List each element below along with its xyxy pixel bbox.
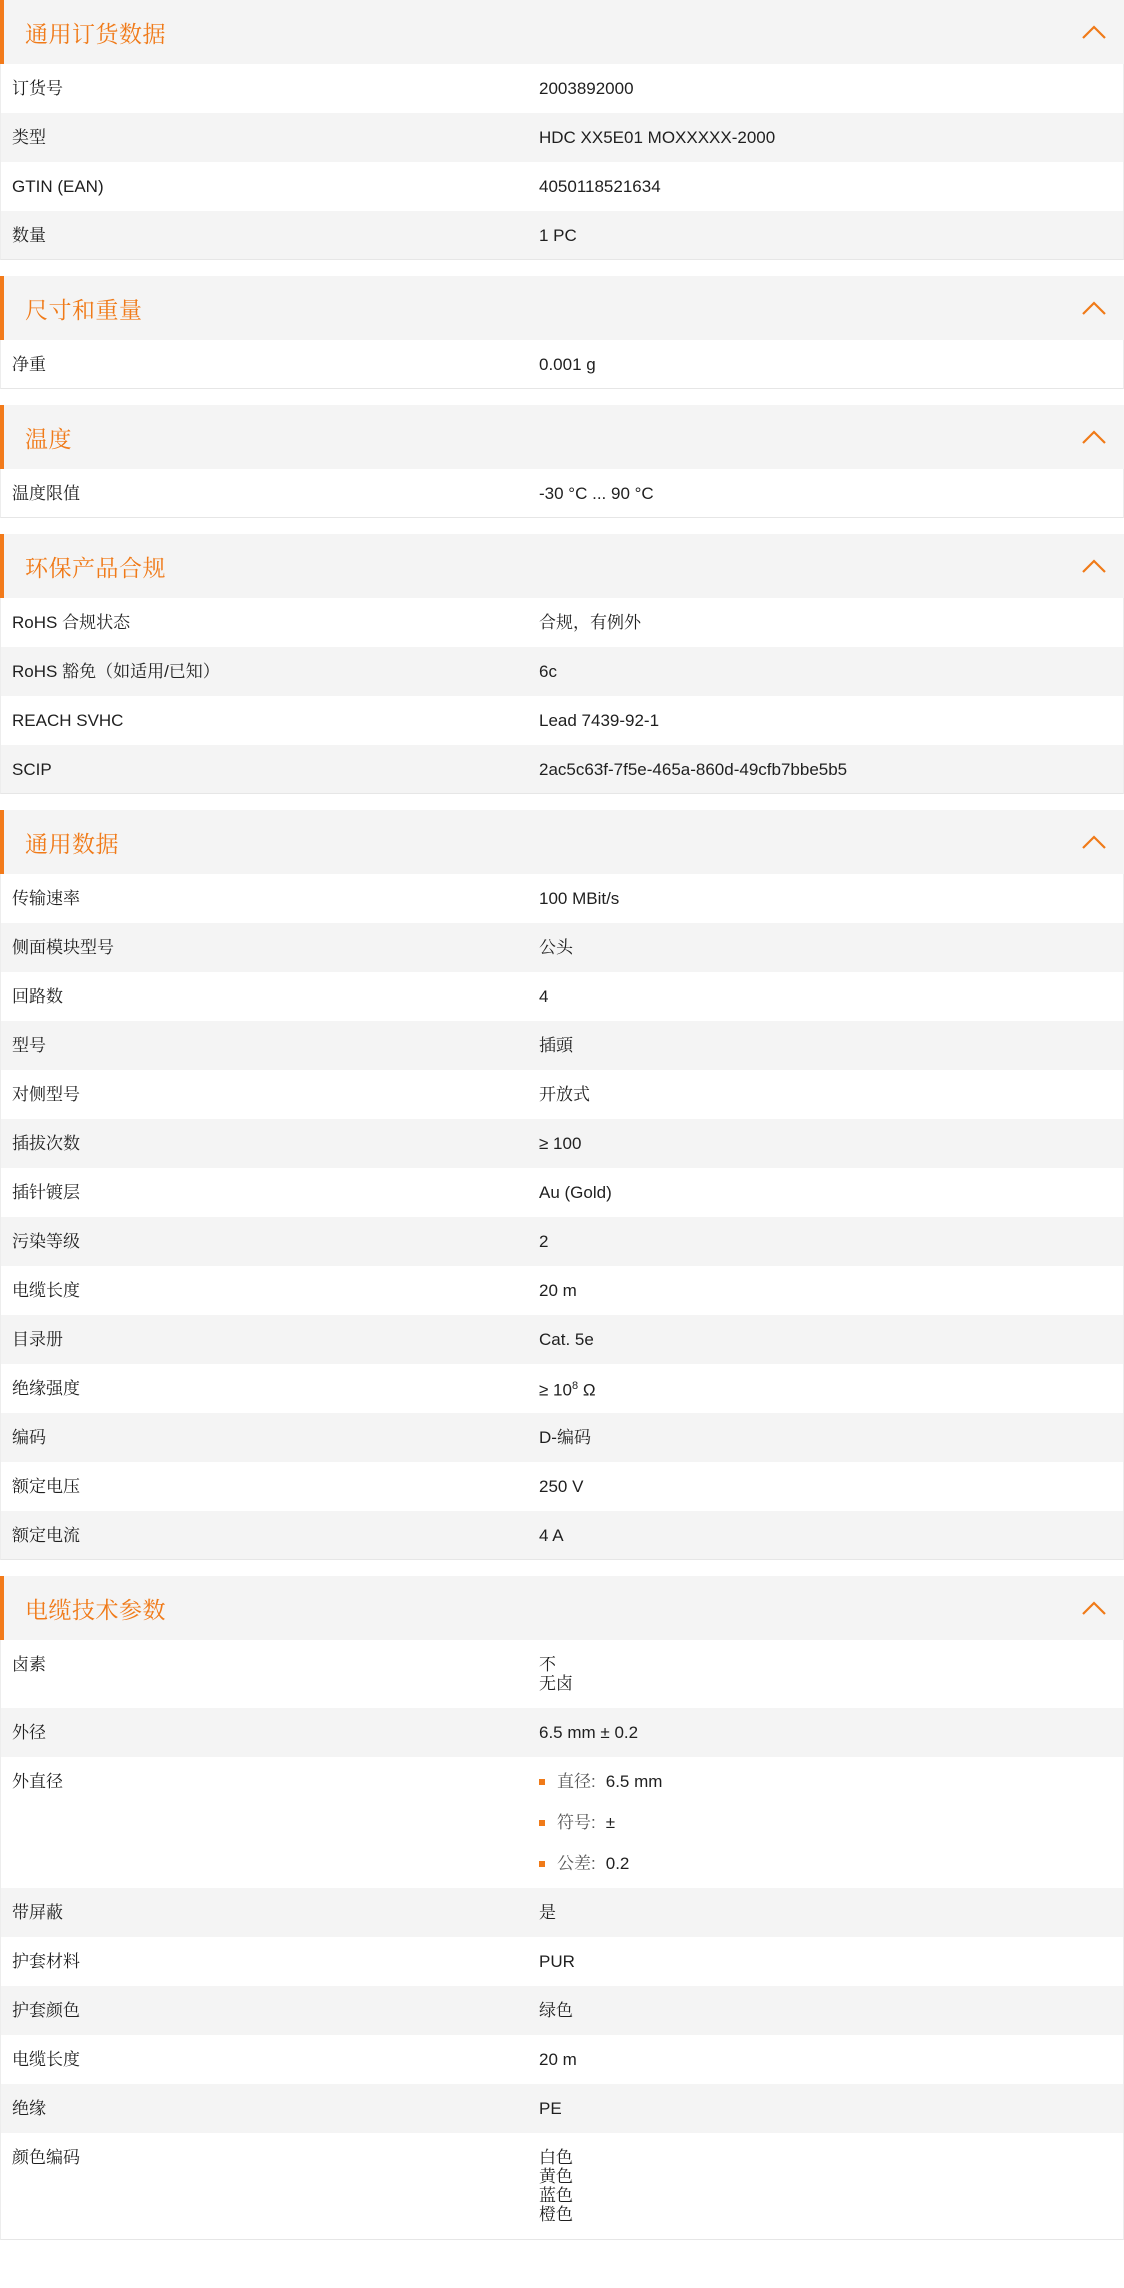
spec-label: 外直径 (12, 1772, 63, 1791)
spec-row (0, 64, 1124, 113)
value-line: 无卤 (539, 1674, 573, 1693)
spec-section (0, 810, 1124, 1560)
value-line: 橙色 (539, 2205, 573, 2224)
spec-label: 卤素 (12, 1655, 46, 1674)
spec-row (0, 2035, 1124, 2084)
spec-value: 公头 (539, 938, 573, 957)
bullet-value: ± (605, 1813, 616, 1832)
spec-row (0, 874, 1124, 923)
spec-value: PUR (539, 1952, 575, 1971)
spec-row (0, 1070, 1124, 1119)
bullet-icon (539, 1820, 545, 1826)
spec-row (0, 340, 1124, 389)
list-item (539, 1854, 1123, 1873)
value-line: 黄色 (539, 2167, 573, 2186)
spec-label: 传输速率 (12, 889, 80, 908)
spec-row (0, 1937, 1124, 1986)
spec-value: D-编码 (539, 1428, 591, 1447)
spec-value: 合规，有例外 (539, 613, 641, 632)
spec-row (0, 2133, 1124, 2240)
spec-row (0, 598, 1124, 647)
spec-label: 类型 (12, 128, 46, 147)
value-superscript: 8 (571, 1380, 579, 1393)
spec-section (0, 1576, 1124, 2240)
section-header[interactable] (0, 0, 1124, 64)
bullet-key: 直径: (557, 1772, 596, 1791)
spec-row (0, 1986, 1124, 2035)
spec-label: RoHS 豁免（如适用/已知） (12, 662, 220, 681)
section-header[interactable] (0, 276, 1124, 340)
spec-row (0, 1266, 1124, 1315)
bullet-value: 0.2 (605, 1854, 630, 1873)
spec-section (0, 534, 1124, 794)
spec-row (0, 1708, 1124, 1757)
spec-value (539, 1377, 1123, 1400)
spec-section (0, 276, 1124, 389)
section-header[interactable] (0, 810, 1124, 874)
spec-value: 6.5 mm ± 0.2 (539, 1723, 639, 1742)
section-header[interactable] (0, 405, 1124, 469)
spec-value: 20 m (539, 2050, 577, 2069)
spec-value: 开放式 (539, 1085, 590, 1104)
bullet-value: 6.5 mm (605, 1772, 663, 1791)
bullet-key: 符号: (557, 1813, 596, 1832)
spec-label: 编码 (12, 1428, 46, 1447)
spec-label: 额定电压 (12, 1477, 80, 1496)
spec-value: 100 MBit/s (539, 889, 620, 908)
section-header[interactable] (0, 534, 1124, 598)
spec-label: 回路数 (12, 987, 63, 1006)
spec-row (0, 1888, 1124, 1937)
section-title: 尺寸和重量 (25, 296, 143, 323)
spec-label: RoHS 合规状态 (12, 613, 131, 632)
value-line: 白色 (539, 2148, 573, 2167)
spec-row (0, 696, 1124, 745)
spec-row (0, 1119, 1124, 1168)
spec-value: PE (539, 2099, 562, 2118)
list-item (539, 1772, 1123, 1791)
spec-label: 电缆长度 (12, 1281, 80, 1300)
chevron-up-icon[interactable] (1078, 826, 1110, 858)
spec-label: 目录册 (12, 1330, 63, 1349)
spec-label: 电缆长度 (12, 2050, 80, 2069)
section-header[interactable] (0, 1576, 1124, 1640)
value-line: 不 (539, 1655, 556, 1674)
spec-label: 带屏蔽 (12, 1903, 63, 1922)
spec-label: 型号 (12, 1036, 46, 1055)
spec-value: 20 m (539, 1281, 577, 1300)
spec-row (0, 1640, 1124, 1708)
spec-row (0, 1462, 1124, 1511)
spec-value: 1 PC (539, 225, 577, 245)
spec-label: 数量 (12, 225, 46, 245)
spec-row (0, 745, 1124, 794)
spec-label: 侧面模块型号 (12, 938, 114, 957)
spec-label: 订货号 (12, 79, 63, 98)
spec-label: 插拔次数 (12, 1134, 80, 1153)
spec-label: 额定电流 (12, 1525, 80, 1545)
spec-label: 污染等级 (12, 1232, 80, 1251)
section-title: 温度 (25, 425, 72, 452)
spec-value: Lead 7439-92-1 (539, 711, 660, 730)
bullet-icon (539, 1861, 545, 1867)
bullet-icon (539, 1779, 545, 1785)
section-title: 环保产品合规 (25, 554, 166, 581)
spec-section (0, 405, 1124, 518)
spec-row (0, 469, 1124, 518)
value-list (539, 1772, 1123, 1873)
spec-value: 插頭 (539, 1036, 573, 1055)
spec-label: GTIN (EAN) (12, 177, 104, 196)
spec-row (0, 211, 1124, 260)
spec-label: 护套材料 (12, 1952, 80, 1971)
spec-value: 250 V (539, 1477, 584, 1496)
spec-row (0, 1364, 1124, 1413)
spec-value: ≥ 100 (539, 1134, 582, 1153)
spec-row (0, 923, 1124, 972)
spec-section (0, 0, 1124, 260)
value-suffix: Ω (578, 1380, 596, 1400)
bullet-key: 公差: (557, 1854, 596, 1873)
spec-value: Au (Gold) (539, 1183, 612, 1202)
spec-row (0, 1217, 1124, 1266)
spec-value: 4050118521634 (539, 177, 661, 196)
chevron-up-icon[interactable] (1078, 16, 1110, 48)
spec-label: 外径 (12, 1723, 46, 1742)
spec-value: HDC XX5E01 MOXXXXX-2000 (539, 128, 776, 147)
spec-label: 颜色编码 (12, 2148, 80, 2167)
value-prefix: ≥ 10 (539, 1380, 572, 1400)
list-item (539, 1813, 1123, 1832)
spec-value (539, 1655, 1123, 1693)
spec-label: 对侧型号 (12, 1085, 80, 1104)
spec-value: 2 (539, 1232, 549, 1251)
spec-value: Cat. 5e (539, 1330, 594, 1349)
spec-value: 6c (539, 662, 557, 681)
section-title: 通用数据 (25, 830, 119, 857)
spec-row (0, 1757, 1124, 1888)
spec-row (0, 972, 1124, 1021)
spec-value: 绿色 (539, 2001, 573, 2020)
spec-row (0, 1315, 1124, 1364)
spec-row (0, 2084, 1124, 2133)
spec-row (0, 1168, 1124, 1217)
spec-value: 2ac5c63f-7f5e-465a-860d-49cfb7bbe5b5 (539, 759, 848, 779)
spec-label: REACH SVHC (12, 711, 124, 730)
chevron-up-icon[interactable] (1078, 1592, 1110, 1624)
section-title: 电缆技术参数 (25, 1596, 166, 1623)
spec-value: -30 °C ... 90 °C (539, 483, 654, 503)
chevron-up-icon[interactable] (1078, 292, 1110, 324)
spec-value: 0.001 g (539, 354, 596, 374)
spec-label: 插针镀层 (12, 1183, 80, 1202)
spec-value (539, 1772, 1123, 1873)
spec-label: 护套颜色 (12, 2001, 80, 2020)
spec-value: 4 (539, 987, 549, 1006)
spec-row (0, 113, 1124, 162)
spec-label: SCIP (12, 759, 52, 779)
spec-row (0, 647, 1124, 696)
spec-row (0, 162, 1124, 211)
spec-value: 是 (539, 1903, 556, 1922)
spec-label: 绝缘 (12, 2099, 46, 2118)
chevron-up-icon[interactable] (1078, 550, 1110, 582)
spec-value: 2003892000 (539, 79, 634, 98)
section-title: 通用订货数据 (25, 20, 166, 47)
chevron-up-icon[interactable] (1078, 421, 1110, 453)
spec-value (539, 2148, 1123, 2224)
spec-label: 净重 (12, 354, 46, 374)
spec-label: 温度限值 (12, 483, 80, 503)
spec-value: 4 A (539, 1525, 564, 1545)
value-line: 蓝色 (539, 2186, 573, 2205)
spec-label: 绝缘强度 (12, 1379, 80, 1398)
spec-row (0, 1021, 1124, 1070)
spec-row (0, 1413, 1124, 1462)
spec-row (0, 1511, 1124, 1560)
